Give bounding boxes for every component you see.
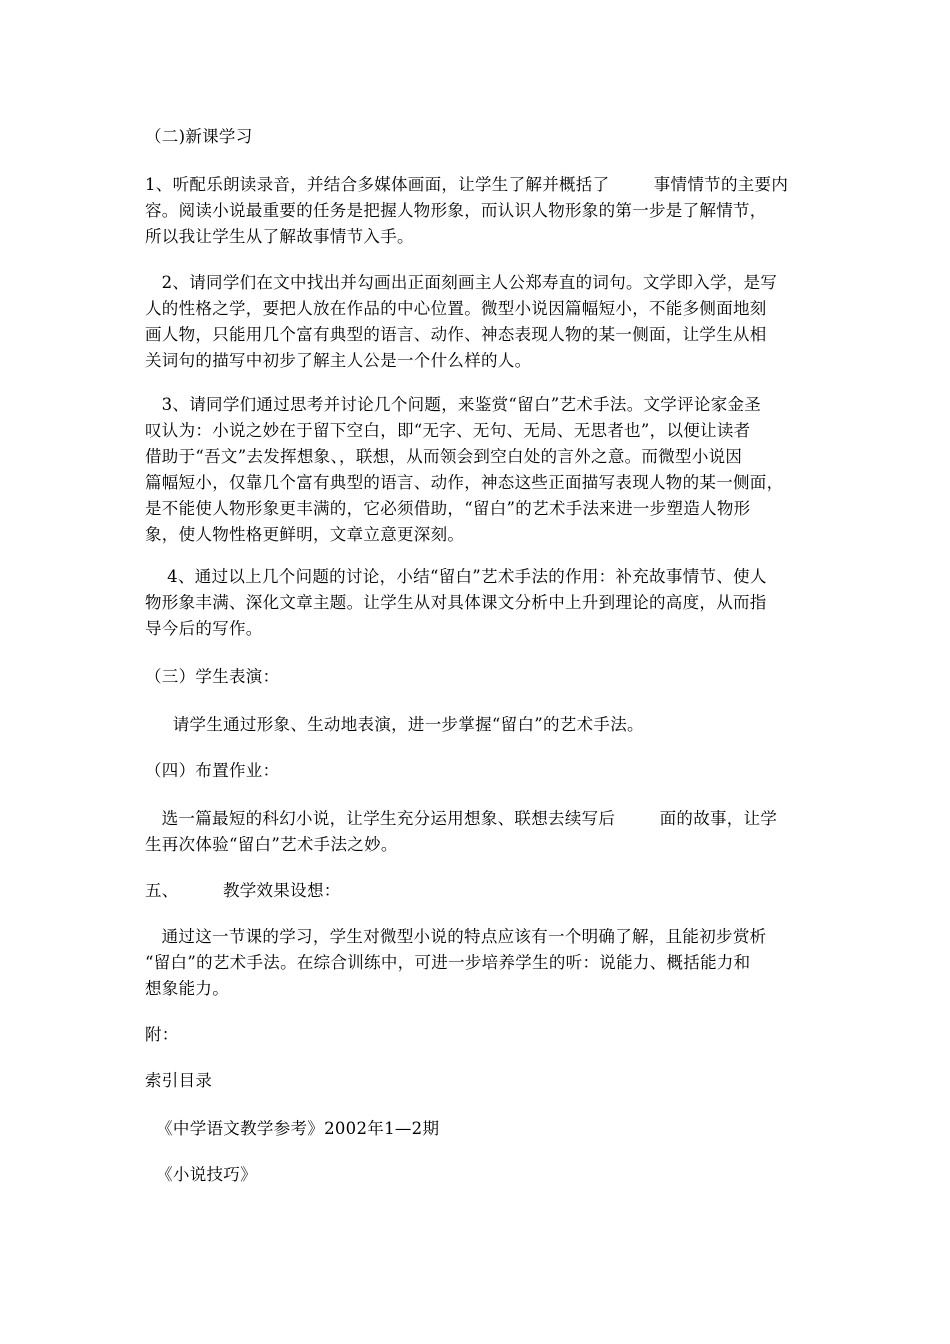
paragraph-4-line-1: 4、通过以上几个问题的讨论，小结“留白”艺术手法的作用：补充故事情节、使人	[145, 567, 767, 586]
paragraph-4-line-2: 物形象丰满、深化文章主题。让学生从对具体课文分析中上升到理论的高度，从而指	[145, 593, 767, 612]
paragraph-1-line-1: 1、听配乐朗读录音，并结合多媒体画面，让学生了解并概括了 事情情节的主要内	[145, 175, 789, 194]
effect-line-1: 通过这一节课的学习，学生对微型小说的特点应该有一个明确了解，且能初步赏析	[145, 927, 767, 946]
section-heading-teaching-effect: 五、 教学效果设想：	[145, 881, 341, 900]
paragraph-2-line-1: 2、请同学们在文中找出并勾画出正面刻画主人公郑寿直的词句。文学即入学，是写	[145, 273, 778, 292]
index-heading: 索引目录	[145, 1071, 213, 1090]
paragraph-1-line-3: 所以我让学生从了解故事情节入手。	[145, 227, 414, 246]
reference-1: 《中学语文教学参考》2002年1—2期	[145, 1119, 440, 1138]
section-heading-student-performance: （三）学生表演：	[145, 667, 280, 686]
effect-line-3: 想象能力。	[145, 979, 229, 998]
paragraph-3-line-4: 篇幅短小，仅靠几个富有典型的语言、动作，神态这些正面描写表现人物的某一侧面，	[145, 473, 784, 492]
paragraph-3-line-1: 3、请同学们通过思考并讨论几个问题，来鉴赏“留白”艺术手法。文学评论家金圣	[145, 395, 762, 414]
paragraph-2-line-4: 关词句的描写中初步了解主人公是一个什么样的人。	[145, 351, 532, 370]
paragraph-2-line-2: 人的性格之学，要把人放在作品的中心位置。微型小说因篇幅短小，不能多侧面地刻	[145, 299, 767, 318]
paragraph-1-line-2: 容。阅读小说最重要的任务是把握人物形象，而认识人物形象的第一步是了解情节，	[145, 201, 767, 220]
paragraph-4-line-3: 导今后的写作。	[145, 619, 263, 638]
homework-line-2: 生再次体验“留白”艺术手法之妙。	[145, 835, 398, 854]
reference-2: 《小说技巧》	[145, 1165, 257, 1184]
paragraph-3-line-3: 借助于“吾文”去发挥想象、，联想，从而领会到空白处的言外之意。而微型小说因	[145, 447, 743, 466]
section-heading-new-lesson: （二)新课学习	[145, 127, 253, 146]
paragraph-3-line-5: 是不能使人物形象更丰满的，它必须借助，“留白”的艺术手法来进一步塑造人物形	[145, 499, 751, 518]
performance-paragraph: 请学生通过形象、生动地表演，进一步掌握“留白”的艺术手法。	[145, 715, 644, 734]
paragraph-2-line-3: 画人物，只能用几个富有典型的语言、动作、神态表现人物的某一侧面，让学生从相	[145, 325, 767, 344]
appendix-label: 附：	[145, 1025, 179, 1044]
paragraph-3-line-6: 象，使人物性格更鲜明，文章立意更深刻。	[145, 525, 465, 544]
homework-line-1: 选一篇最短的科幻小说，让学生充分运用想象、联想去续写后 面的故事，让学	[145, 809, 778, 828]
effect-line-2: “留白”的艺术手法。在综合训练中，可进一步培养学生的听：说能力、概括能力和	[145, 953, 751, 972]
section-heading-homework: （四）布置作业：	[145, 761, 280, 780]
paragraph-3-line-2: 叹认为：小说之妙在于留下空白，即“无字、无句、无局、无思者也”，以便让读者	[145, 421, 751, 440]
